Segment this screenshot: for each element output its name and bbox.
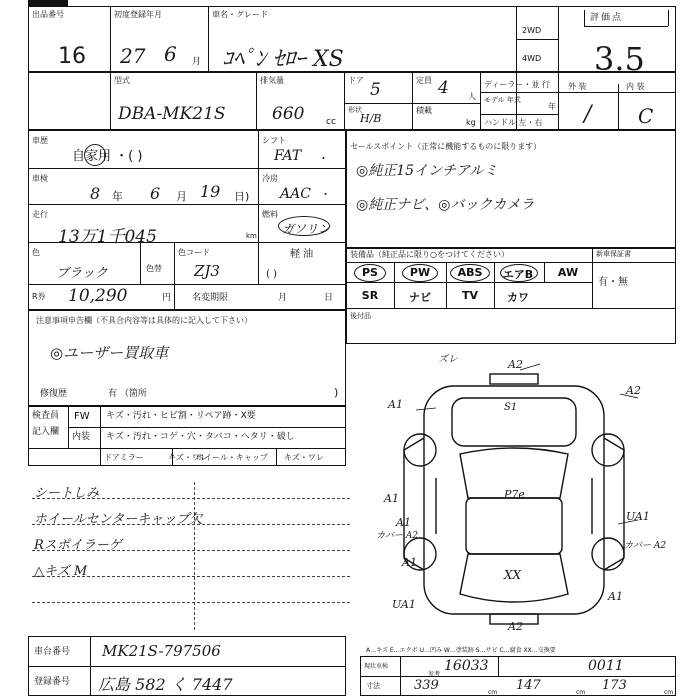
drive-4wd: 4WD [522,54,542,63]
fw-label: FW [74,411,90,422]
width-value: 147 [516,678,541,693]
first-registration-year: 27 [120,44,146,68]
ac-label: 冷房 [262,174,278,183]
fuel-option: 軽 油 [290,249,314,260]
auction-sheet: 出品番号 16 初度登録年月 27 6 月 車名・グレード ｺﾍﾟﾝ ｾﾛｰ XS 2WD 4WD 評価点 3.5 型式 DBA-MK21S 排気量 660 cc ドア 5 定員 4 人 ディーラー・並 行 モデル 年式 年 形状 H/B 積載 kg ハンドル 左・右 外 装 内 装 / C 車歴 自家用 ・( ) シフト FAT ・ 車検 8 年 6 月 19 日) 冷房 AAC ・ 走行 13万1千045 km 燃料 ガソリン 軽 油 ( ) 色 ブラック 色替 色コード ZJ3 R券 10,290 円 名変期限 月 日 セールスポイント（正常に機能するものに限ります） ◎純正15インチアルミ ◎純正ナビ、◎バックカメラ 装備品（純正品に限り○をつけてください） 新車保証書 有・無 PS PW ABS エアB AW SR ナビ TV カワ 後付品 注意事項申告欄（不具合内容等は具体的に記入して下さい） ◎ユーザー買取車 修復歴 有 （箇所 ) 検査員 記入欄 FW キズ・汚れ・ヒビ割・リペア跡・X要 内装 キズ・汚れ・コゲ・穴・タバコ・ヘタリ・破し ドアミラー キズ・ワレ ホイール・キャップ キズ・ワレ シートしみ ホイールセンターキャップ欠 Rスポイラーゲ △キズ M ズレ A2 A1 A2 S1 A1 A1 P7e カバー A2 UA1 カバー A2 A1 XX UA1 A1 A2 車台番号 MK21S-797506 登録番号 広島 582 く 7447 A…キズ E…エクボ U…凹み W…塗装跡 S…サビ C…腐食 XX…交換要 現状車検 16033 参考 0011 寸法 339 cm 147 cm 173 cm [28,6,678,698]
cc-unit: cc [326,117,336,127]
history-value: 自家用 ・( ) [72,149,143,164]
equip-leather: カワ [507,291,529,304]
length-unit: cm [488,689,498,696]
color-code-label: 色コード [178,248,210,257]
remark-3: Rスポイラーゲ [34,538,122,553]
equip-abs: ABS [457,266,483,279]
diagram-mark-1: ズレ [438,354,458,365]
selling-point-1: ◎純正15インチアルミ [356,163,498,179]
month-unit: 月 [192,57,202,67]
drive-2wd: 2WD [522,26,542,35]
capacity-unit: 人 [468,92,476,101]
doors-label: ドア [348,76,364,85]
pw-circle-mark [402,264,438,282]
fw-items: キズ・汚れ・ヒビ割・リペア跡・X要 [106,411,256,421]
type-value: DBA-MK21S [118,104,226,124]
diagram-mark-6: A1 [384,492,399,505]
interior-inspect-label: 内装 [72,432,91,442]
load-unit: kg [466,118,476,127]
first-registration-label: 初度登録年月 [114,10,162,19]
chassis-label: 車台番号 [34,647,71,657]
width-unit: cm [576,689,586,696]
diagram-mark-5: S1 [504,402,518,413]
inspection-year-unit: 年 [112,190,123,203]
handle-label: ハンドル 左・右 [484,118,543,127]
current-inspection-label: 現状車検 [364,663,389,670]
model-year-label: モデル 年式 [484,96,521,104]
diagram-mark-4: A2 [626,384,641,397]
inspector-label: 検査員 [32,411,60,421]
diagram-mark-13: XX [504,568,522,582]
diagram-mark-11: カバー A2 [624,541,667,551]
shift-dot: ・ [318,152,329,165]
notes-label: 注意事項申告欄（不具合内容等は具体的に記入して下さい） [36,316,252,325]
color-code-value: ZJ3 [194,262,220,280]
first-registration-month: 6 [164,42,177,66]
fuel-label: 燃料 [262,210,278,219]
diagram-mark-14: UA1 [392,598,416,611]
inspection-label: 車検 [32,174,48,183]
diagram-mark-10: UA1 [626,510,650,523]
remark-2: ホイールセンターキャップ欠 [34,512,203,527]
equip-aw: AW [557,266,579,279]
equip-navi: ナビ [409,291,431,304]
height-value: 173 [602,678,627,693]
displacement-label: 排気量 [260,76,284,85]
fuel-value: ガソリン [282,222,331,236]
repair-label: 修復歴 [40,389,68,399]
equip-sr: SR [361,289,379,302]
wheelcap-items: キズ・ワレ [284,453,324,462]
selling-points-label: セールスポイント（正常に機能するものに限ります） [350,142,542,151]
reference-label: 参考 [428,671,441,678]
length-value: 339 [414,678,439,693]
equip-tv: TV [461,289,479,302]
color-value: ブラック [56,266,108,281]
remark-4: △キズ M [34,564,88,579]
grade-label: 評価点 [590,13,624,23]
shape-value: H/B [360,112,382,125]
name-change-label: 名変期限 [192,293,229,303]
capacity-value: 4 [438,78,449,98]
interior-items: キズ・汚れ・コゲ・穴・タバコ・ヘタリ・破し [106,432,295,442]
ps-circle-mark [354,264,386,282]
airbag-circle-mark [500,264,538,282]
diagram-mark-2: A2 [508,358,523,371]
history-label: 車歴 [32,136,48,145]
recycle-value: 10,290 [68,286,128,306]
diagram-mark-16: A2 [508,620,523,633]
notes-value: ◎ユーザー買取車 [50,344,169,362]
inspection-month-unit: 月 [176,190,187,203]
history-circle-mark [84,144,106,166]
wheelcap-label: ホイール・キャップ [196,453,268,462]
model-grade-label: 車名・グレード [212,10,268,19]
diagram-mark-9: カバー A2 [376,531,419,541]
grade-value: 3.5 [594,40,645,78]
exterior-label: 外 装 [568,82,587,91]
height-unit: cm [664,689,674,696]
equip-ps: PS [362,266,378,279]
diagram-mark-12: A1 [402,556,417,569]
inspection-day-unit: 日) [234,190,250,203]
warranty-value: 有・無 [598,277,628,288]
color-change-label: 色替 [146,264,162,273]
retrofit-label: 後付品 [350,312,371,320]
plate-label: 登録番号 [34,677,71,687]
lot-number-label: 出品番号 [32,10,64,19]
selling-point-2: ◎純正ナビ、◎バックカメラ [356,197,535,213]
ac-value: AAC [280,186,311,202]
doors-value: 5 [370,80,381,100]
model-year-unit: 年 [548,102,556,111]
equip-pw: PW [409,266,431,279]
mirror-items: キズ・ワレ [168,453,208,462]
mirror-label: ドアミラー [104,453,144,462]
remark-1: シートしみ [34,486,100,501]
displacement-value: 660 [272,104,305,124]
inspector-entry-label: 記入欄 [32,427,60,437]
inspection-year: 8 [90,184,101,203]
inspection-month: 6 [150,184,161,203]
load-label: 積載 [416,106,432,115]
diagram-mark-15: A1 [608,590,623,603]
ac-dot: ・ [320,188,331,201]
diagram-mark-8: P7e [504,488,525,501]
equip-airbag: エアB [502,268,534,281]
recycle-yen: 円 [162,293,172,303]
equipment-label: 装備品（純正品に限り○をつけてください） [350,250,509,259]
fuel-paren: ( ) [266,269,277,280]
color-label: 色 [32,248,40,257]
fuel-circle-mark [278,216,330,236]
expiry-day: 日 [324,293,334,303]
interior-value: C [638,104,654,128]
legend-text: A…キズ E…エクボ U…凹み W…塗装跡 S…サビ C…腐食 XX…交換要 [366,647,556,654]
model-grade-value: ｺﾍﾟﾝ ｾﾛｰ XS [222,47,344,72]
inspection-day: 19 [200,182,221,201]
car-damage-diagram [380,358,676,638]
shift-value: FAT [274,148,302,164]
current-inspection-value: 16033 [444,658,489,674]
recycle-label: R券 [32,292,46,301]
size-label: 寸法 [366,682,380,690]
chassis-value: MK21S-797506 [102,642,221,660]
diagram-mark-3: A1 [388,398,403,411]
repair-value: 有 （箇所 [108,389,147,399]
shift-label: シフト [262,136,286,145]
shape-label: 形状 [348,106,362,114]
interior-label: 内 装 [626,82,645,91]
mileage-unit: km [246,232,257,240]
diagram-mark-7: A1 [396,516,411,529]
mileage-value: 13万1千045 [58,227,157,247]
plate-value: 広島 582 く 7447 [98,675,233,694]
dealer-label: ディーラー・並 行 [484,80,550,89]
capacity-label: 定員 [416,76,432,85]
abs-circle-mark [450,264,490,282]
mileage-label: 走行 [32,210,48,219]
exterior-value: / [584,102,592,127]
lot-number-value: 16 [58,44,86,69]
reference-number: 0011 [588,658,624,674]
type-label: 型式 [114,76,130,85]
expiry-month: 月 [278,293,288,303]
warranty-label: 新車保証書 [596,250,631,258]
